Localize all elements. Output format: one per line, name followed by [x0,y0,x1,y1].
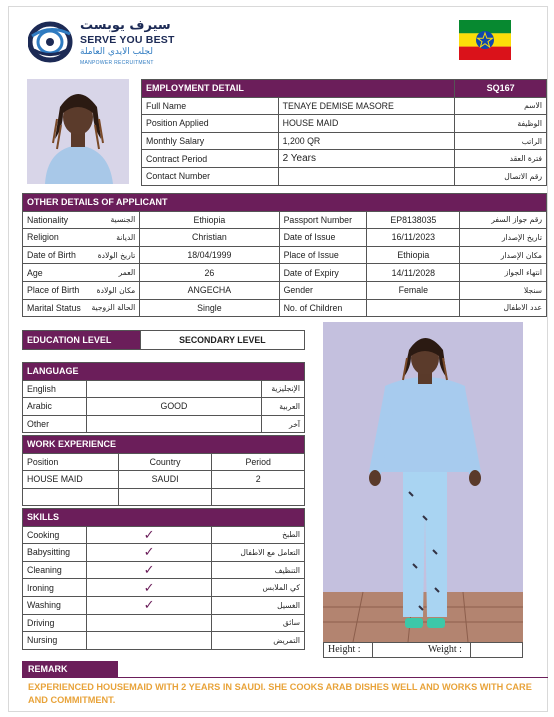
table-row [23,488,305,506]
nationality-value: Ethiopia [140,211,279,229]
date-of-expiry-label: Date of Expiry [279,264,367,282]
monthly-salary-value: 1,200 QR [278,132,455,150]
table-row [23,281,547,299]
passport-number-label: Passport Number [279,211,367,229]
education-level-label: EDUCATION LEVEL [23,331,141,350]
measurements-row [323,642,523,658]
arabic-level: GOOD [86,398,261,416]
driving-arabic-label: سائق [212,614,305,632]
religion-value: Christian [140,229,279,247]
table-row [23,579,305,597]
height-label: Height : [328,644,361,655]
remark-divider [118,677,548,678]
cleaning-arabic-label: التنظيف [212,561,305,579]
employment-detail-table [141,79,547,186]
gender-arabic-label: سنجلا [460,281,547,299]
work-country-cell [118,488,212,506]
country-column-header: Country [118,453,212,471]
cleaning-check-icon: ✓ [86,561,211,579]
washing-label: Washing [23,596,87,614]
place-of-issue-value: Ethiopia [367,246,460,264]
place-of-birth-arabic-label: مكان الولادة [85,281,140,299]
english-level [86,380,261,398]
skills-header: SKILLS [23,509,305,527]
english-label: English [23,380,87,398]
remark-label: REMARK [22,661,118,678]
reference-code: SQ167 [455,80,547,98]
work-period-cell: 2 [212,471,305,489]
work-experience-header: WORK EXPERIENCE [23,436,305,454]
other-details-table [22,193,547,317]
washing-arabic-label: الغسيل [212,596,305,614]
table-row [142,150,547,168]
work-country-cell: SAUDI [118,471,212,489]
position-applied-arabic-label: الوظيفة [455,115,547,133]
nursing-arabic-label: التمريض [212,632,305,650]
cooking-arabic-label: الطبخ [212,526,305,544]
monthly-salary-arabic-label: الراتب [455,132,547,150]
number-of-children-label: No. of Children [279,299,367,317]
place-of-issue-arabic-label: مكان الإصدار [460,246,547,264]
full-name-arabic-label: الاسم [455,97,547,115]
applicant-full-body-photo [323,322,523,642]
cleaning-label: Cleaning [23,561,87,579]
babysitting-arabic-label: التعامل مع الاطفال [212,544,305,562]
language-header: LANGUAGE [23,363,305,381]
babysitting-check-icon: ✓ [86,544,211,562]
nationality-arabic-label: الجنسية [85,211,140,229]
table-row [23,299,547,317]
table-row [23,415,305,433]
applicant-portrait-photo [27,79,129,184]
employment-detail-header: EMPLOYMENT DETAIL [142,80,455,98]
table-row [23,264,547,282]
education-level-table [22,330,305,350]
date-of-issue-label: Date of Issue [279,229,367,247]
weight-label: Weight : [428,644,462,655]
marital-status-arabic-label: الحالة الزوجية [85,299,140,317]
table-row [23,398,305,416]
table-header-row [23,453,305,471]
position-applied-label: Position Applied [142,115,279,133]
contact-number-label: Contact Number [142,167,279,185]
gender-label: Gender [279,281,367,299]
table-row [142,97,547,115]
globe-logo-icon [28,20,76,64]
driving-label: Driving [23,614,87,632]
arabic-arabic-label: العربية [262,398,305,416]
position-column-header: Position [23,453,119,471]
date-of-birth-arabic-label: تاريخ الولادة [85,246,140,264]
education-level-value: SECONDARY LEVEL [140,331,304,350]
place-of-birth-label: Place of Birth [23,281,85,299]
work-position-cell: HOUSE MAID [23,471,119,489]
table-row [142,132,547,150]
table-row [142,167,547,185]
work-experience-table [22,435,305,506]
cooking-check-icon: ✓ [86,526,211,544]
weight-value-cell [470,642,523,658]
ironing-label: Ironing [23,579,87,597]
date-of-birth-value: 18/04/1999 [140,246,279,264]
english-arabic-label: الإنجليزية [262,380,305,398]
logo-english-name: SERVE YOU BEST [80,34,175,46]
position-applied-value: HOUSE MAID [278,115,455,133]
arabic-label: Arabic [23,398,87,416]
contract-period-arabic-label: فترة العقد [455,150,547,168]
table-row [23,229,547,247]
passport-number-value: EP8138035 [367,211,460,229]
nursing-check-icon [86,632,211,650]
period-column-header: Period [212,453,305,471]
monthly-salary-label: Monthly Salary [142,132,279,150]
age-label: Age [23,264,85,282]
table-row [23,632,305,650]
table-row [23,246,547,264]
height-value-cell [372,642,424,658]
skills-table [22,508,305,650]
age-arabic-label: العمر [85,264,140,282]
babysitting-label: Babysitting [23,544,87,562]
table-row [23,471,305,489]
language-table [22,362,305,433]
contact-number-arabic-label: رقم الاتصال [455,167,547,185]
cooking-label: Cooking [23,526,87,544]
other-language-level [86,415,261,433]
full-name-label: Full Name [142,97,279,115]
place-of-birth-value: ANGECHA [140,281,279,299]
nursing-label: Nursing [23,632,87,650]
logo-english-subtitle: MANPOWER RECRUITMENT [80,60,154,66]
table-row [23,380,305,398]
nationality-label: Nationality [23,211,85,229]
work-position-cell [23,488,119,506]
other-details-header: OTHER DETAILS OF APPLICANT [23,194,547,212]
contact-number-value [278,167,455,185]
ironing-check-icon: ✓ [86,579,211,597]
date-of-issue-arabic-label: تاريخ الإصدار [460,229,547,247]
remark-text: EXPERIENCED HOUSEMAID WITH 2 YEARS IN SAUDI. SHE COOKS ARAB DISHES WELL AND WORKS WITH CARE AND COMMITMENT. [28,682,532,705]
date-of-expiry-value: 14/11/2028 [367,264,460,282]
table-row [23,211,547,229]
marital-status-value: Single [140,299,279,317]
driving-check-icon [86,614,211,632]
table-row [23,614,305,632]
table-row [23,561,305,579]
other-language-arabic-label: آخر [262,415,305,433]
contract-period-value: 2 Years [278,150,455,168]
date-of-expiry-arabic-label: انتهاء الجواز [460,264,547,282]
date-of-birth-label: Date of Birth [23,246,85,264]
work-period-cell [212,488,305,506]
age-value: 26 [140,264,279,282]
table-row [23,526,305,544]
table-row [23,596,305,614]
number-of-children-arabic-label: عدد الاطفال [460,299,547,317]
date-of-issue-value: 16/11/2023 [367,229,460,247]
place-of-issue-label: Place of Issue [279,246,367,264]
number-of-children-value [367,299,460,317]
religion-label: Religion [23,229,85,247]
marital-status-label: Marital Status [23,299,85,317]
ironing-arabic-label: كي الملابس [212,579,305,597]
ethiopia-flag-icon [459,20,511,60]
religion-arabic-label: الديانة [85,229,140,247]
passport-number-arabic-label: رقم جواز السفر [460,211,547,229]
logo-arabic-name: سيرف يوبست [80,18,171,33]
logo-arabic-subtitle: لجلب الايدي العاملة [80,47,153,57]
full-name-value: TENAYE DEMISE MASORE [278,97,455,115]
gender-value: Female [367,281,460,299]
company-logo [28,18,188,68]
other-language-label: Other [23,415,87,433]
table-row [142,115,547,133]
contract-period-label: Contract Period [142,150,279,168]
washing-check-icon: ✓ [86,596,211,614]
table-row [23,544,305,562]
